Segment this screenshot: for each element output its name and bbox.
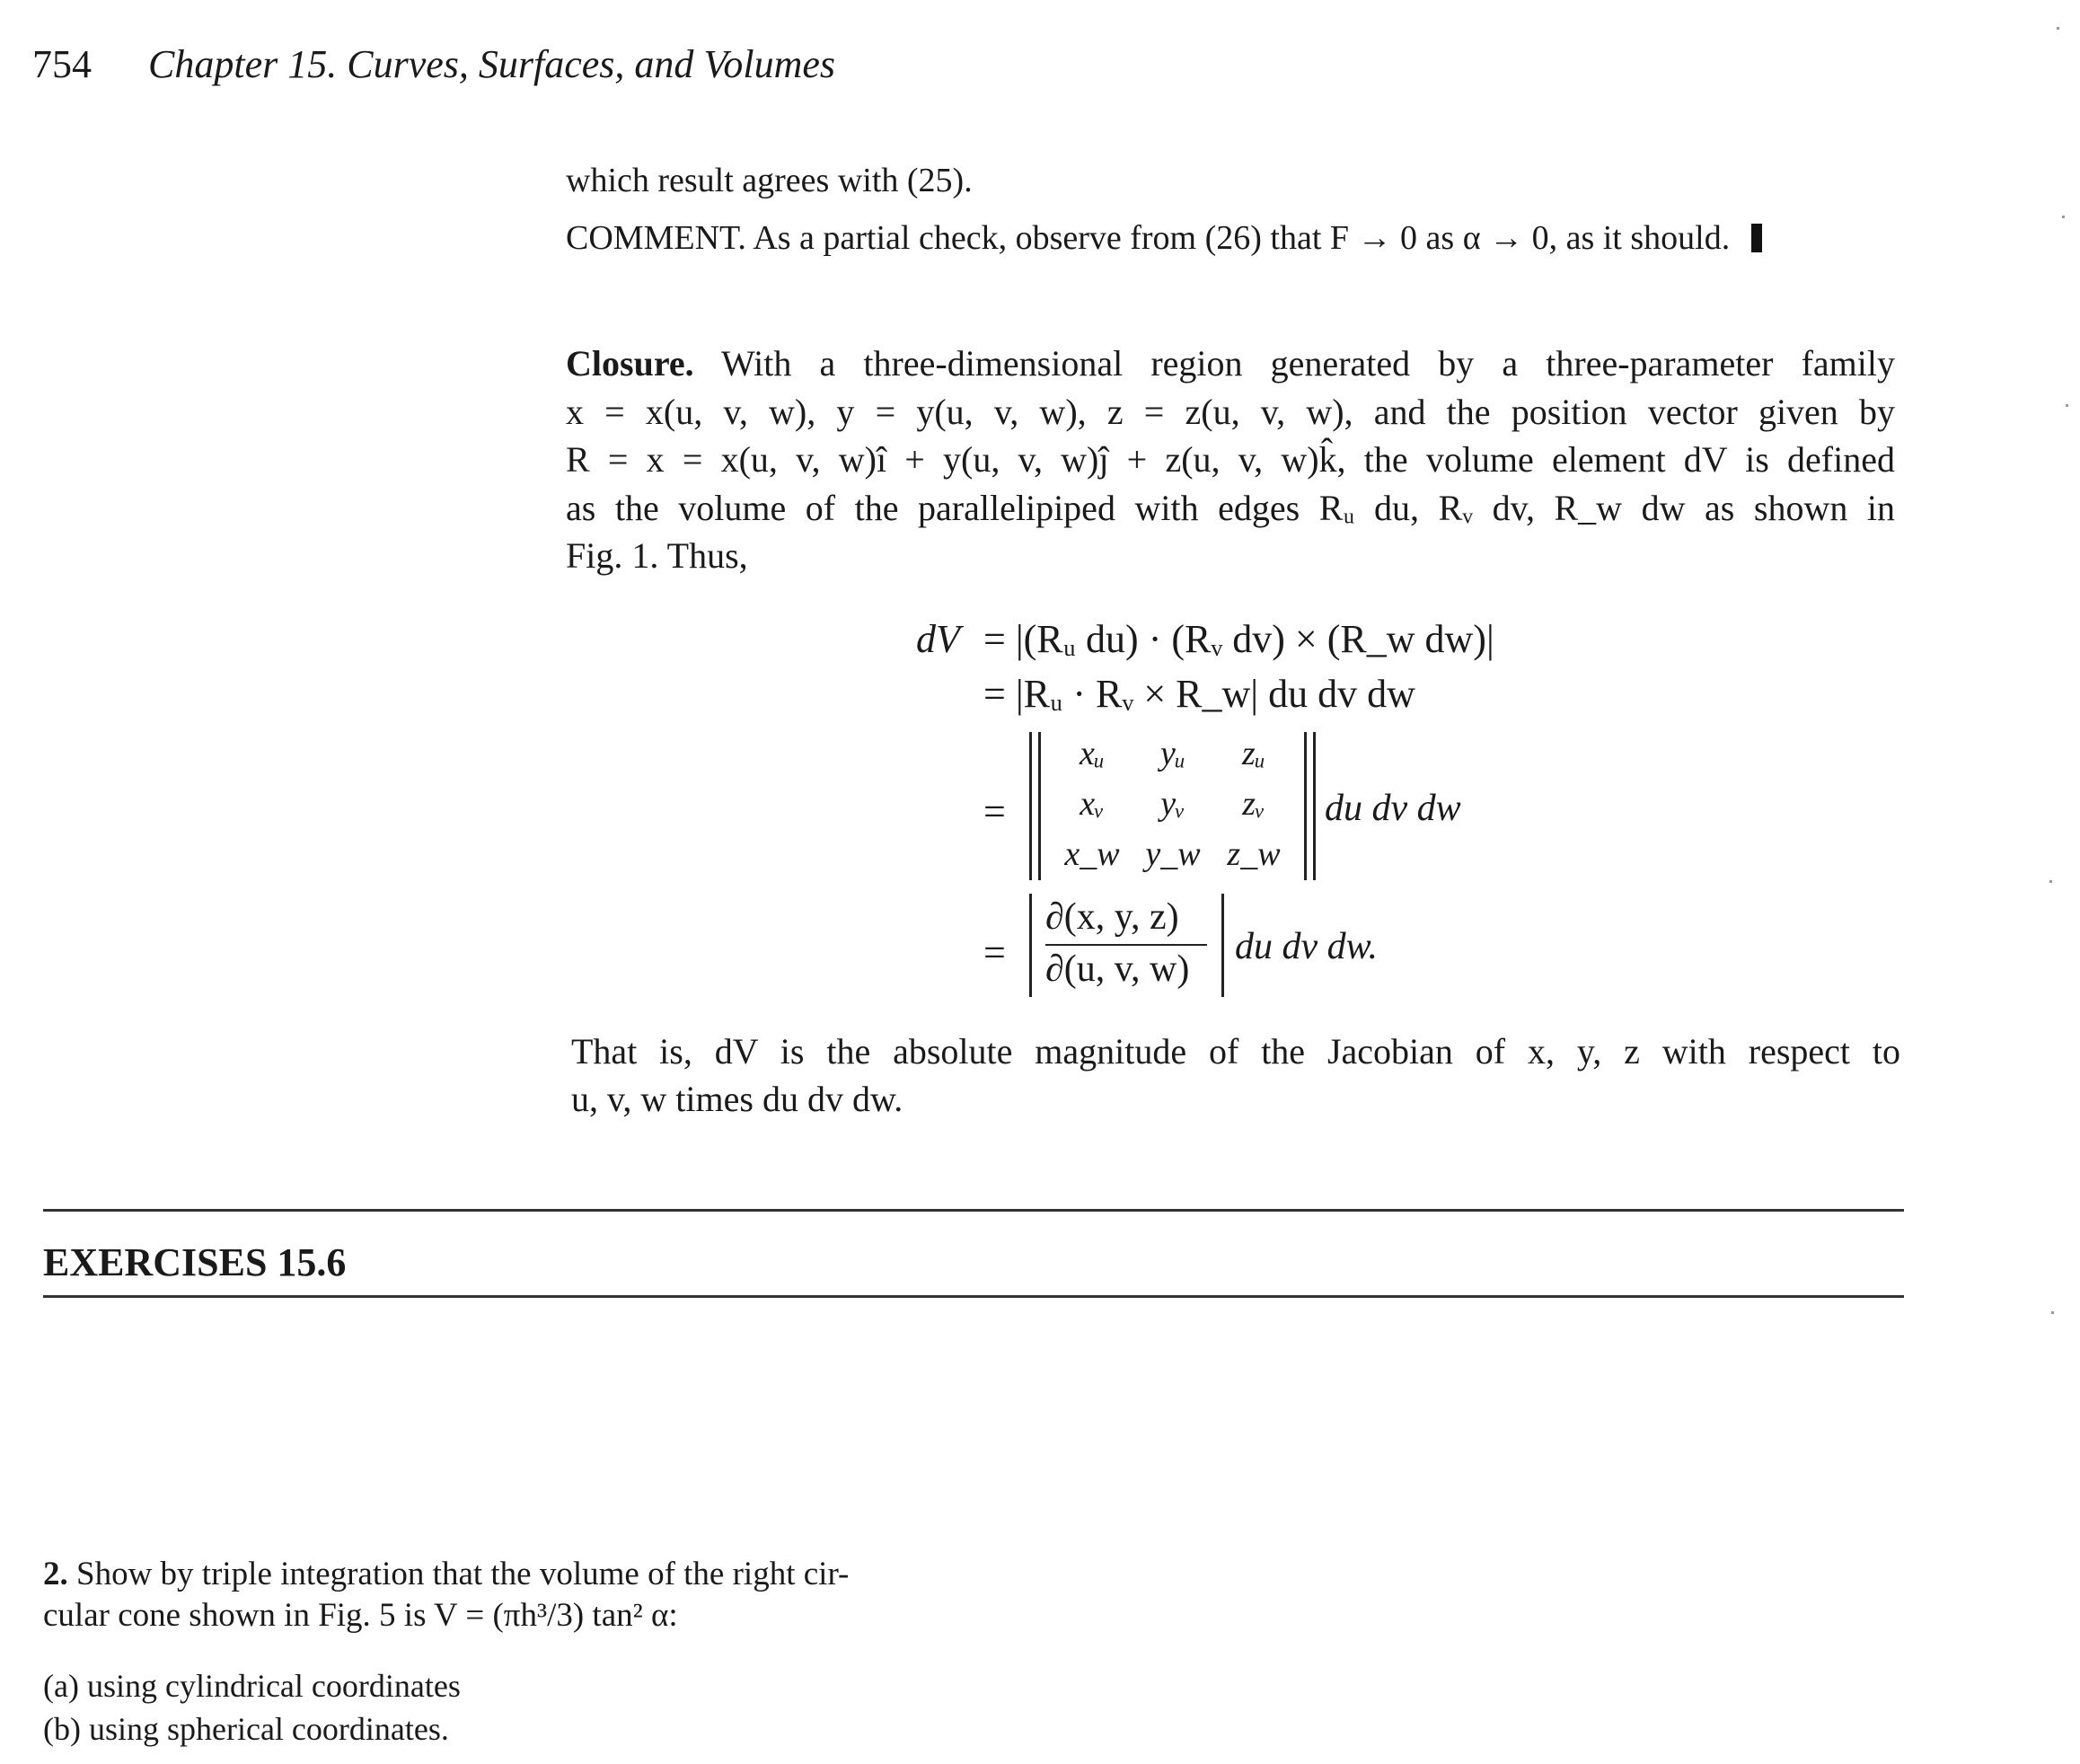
scan-speck	[2051, 1311, 2054, 1314]
comment-text: COMMENT. As a partial check, observe from (26) that F → 0 as α → 0, as it should.	[566, 219, 1731, 257]
result-agrees-text: which result agrees with (25).	[566, 162, 973, 199]
exercises-rule-top	[43, 1209, 1904, 1212]
det-cell-zv: zᵥ	[1242, 785, 1265, 823]
page-number: 754	[32, 42, 92, 86]
det-cell-xv: xᵥ	[1080, 785, 1105, 823]
jacobian-fraction	[1029, 894, 1227, 997]
scan-speck	[2057, 27, 2059, 30]
closure-line-2: x = x(u, v, w), y = y(u, v, w), z = z(u, v, w), and the position vector given by	[566, 391, 1895, 432]
determinant-bar-left-outer	[1029, 732, 1032, 880]
closure-line-1: With a three-dimensional region generated by a three-parameter family	[693, 343, 1895, 384]
exercise-2-part-b: (b) using spherical coordinates.	[43, 1711, 449, 1747]
that-is-line-1: That is, dV is the absolute magnitude of the Jacobian of x, y, z with respect to	[571, 1031, 1900, 1072]
closure-line-3: R = x = x(u, v, w)î + y(u, v, w)ĵ + z(u, v, w)k̂, the volume element dV is defined	[566, 439, 1895, 480]
equation-line-3-equals: =	[983, 789, 1006, 833]
closure-line-4: as the volume of the parallelipiped with edges Rᵤ du, Rᵥ dv, R_w dw as shown in	[566, 487, 1895, 528]
scan-speck	[2062, 216, 2065, 218]
det-cell-yv: yᵥ	[1160, 785, 1185, 823]
jacobian-bar-right	[1221, 894, 1224, 997]
exercises-rule-bottom	[43, 1295, 1904, 1298]
comment-paragraph	[566, 212, 1762, 264]
that-is-line-2: u, v, w times du dv dw.	[571, 1079, 903, 1119]
equation-line-4-equals: =	[983, 931, 1006, 975]
exercise-2-part-a: (a) using cylindrical coordinates	[43, 1668, 461, 1704]
determinant-bar-right-outer	[1313, 732, 1316, 880]
equation-line-1: = |(Rᵤ du) · (Rᵥ dv) × (R_w dw)|	[983, 617, 1494, 661]
exercise-2	[43, 1554, 977, 1636]
equation-line-2: = |Rᵤ · Rᵥ × R_w| du dv dw	[983, 672, 1415, 716]
det-cell-yu: yᵤ	[1160, 735, 1185, 772]
jacobian-fraction-line	[1045, 944, 1207, 946]
equation-line-4-differentials: du dv dw.	[1235, 926, 1379, 967]
scan-speck	[2066, 404, 2068, 407]
end-of-proof-mark	[1751, 224, 1762, 252]
det-cell-xw: x_w	[1064, 835, 1120, 873]
jacobian-bar-left	[1029, 894, 1032, 997]
det-cell-zu: zᵤ	[1242, 735, 1265, 772]
determinant-bar-right-inner	[1304, 732, 1307, 880]
scan-speck	[2049, 880, 2052, 883]
closure-paragraph	[566, 340, 1895, 580]
equation-lhs-dV: dV	[916, 617, 960, 661]
closure-title: Closure.	[566, 343, 694, 384]
closure-line-5: Fig. 1. Thus,	[566, 535, 748, 576]
exercises-title: EXERCISES 15.6	[43, 1240, 347, 1284]
exercise-2-line-2: cular cone shown in Fig. 5 is V = (πh³/3) tan² α:	[43, 1597, 678, 1634]
exercise-2-line-1: Show by triple integration that the volume of the right cir-	[67, 1556, 850, 1592]
that-is-paragraph	[571, 1028, 1900, 1123]
det-cell-yw: y_w	[1145, 835, 1201, 873]
det-cell-zw: z_w	[1227, 835, 1281, 873]
determinant-bar-left-inner	[1038, 732, 1041, 880]
determinant-matrix	[1029, 732, 1317, 880]
equation-line-3-differentials: du dv dw	[1325, 788, 1461, 829]
jacobian-denominator: ∂(u, v, w)	[1045, 948, 1190, 990]
exercise-2-number: 2.	[43, 1556, 68, 1592]
jacobian-numerator: ∂(x, y, z)	[1045, 896, 1179, 938]
chapter-title: Chapter 15. Curves, Surfaces, and Volumes	[148, 42, 836, 86]
det-cell-xu: xᵤ	[1080, 735, 1105, 772]
